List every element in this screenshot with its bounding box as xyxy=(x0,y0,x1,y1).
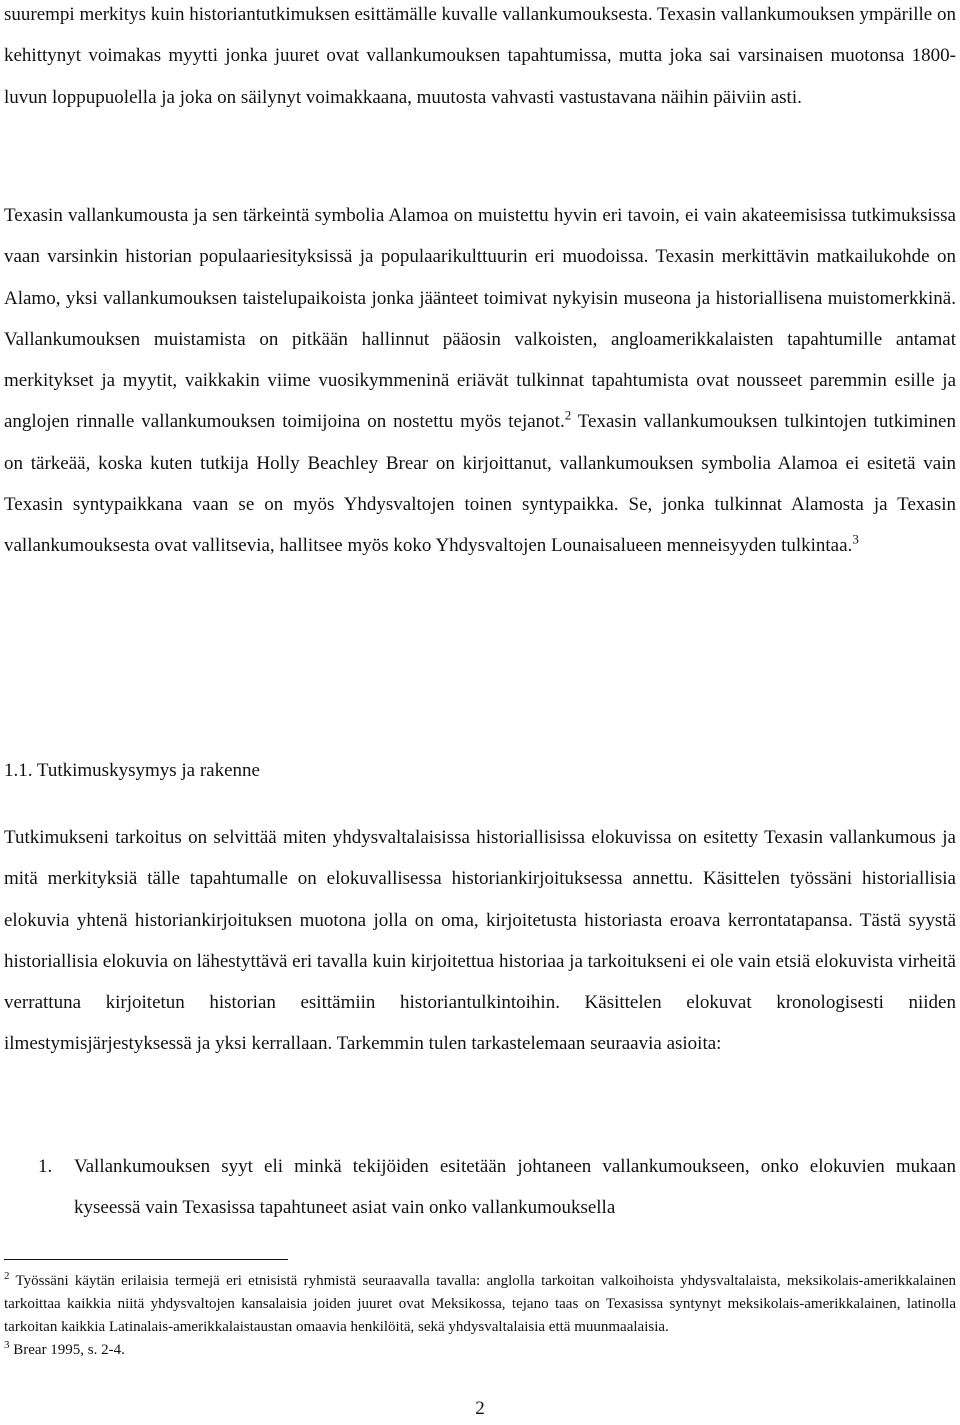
paragraph-alamo-memory-text-b: Texasin vallankumouksen tulkintojen tutkiminen on tärkeää, koska kuten tutkija Holly Beachley Brear on kirjoittanut, vallankumouksen symbolia Alamoa ei esitetä vain Texasin syntypaikkana vaan se on myös Yhdysvaltojen toinen syntypaikka. Se, jonka tulkinnat Alamosta ja Texasin vallankumouksesta ovat vallitsevia, hallitsee myös koko Yhdysvaltojen Lounaisalueen menneisyyden tulkintaa. xyxy=(4,411,956,557)
list-item xyxy=(4,1146,956,1229)
section-heading: 1.1. Tutkimuskysymys ja rakenne xyxy=(4,760,260,781)
footnotes xyxy=(4,1270,956,1362)
footnote-3 xyxy=(4,1339,956,1362)
research-questions-list xyxy=(4,1146,956,1229)
footnote-number: 3 xyxy=(4,1339,10,1351)
page-number: 2 xyxy=(475,1398,485,1419)
list-item-text: Vallankumouksen syyt eli minkä tekijöiden esitetään johtaneen vallankumoukseen, onko elokuvien mukaan kyseessä vain Texasissa tapahtuneet asiat vain onko vallankumouksella xyxy=(74,1156,956,1219)
footnote-reference-2[interactable]: 2 xyxy=(564,408,572,424)
paragraph-intro-continuation: suurempi merkitys kuin historiantutkimuksen esittämälle kuvalle vallankumouksesta. Texasin vallankumouksen ympärille on kehittynyt voimakas myytti jonka juuret ovat vallankumouksen tapahtumissa, mutta joka sai varsinaisen muotonsa 1800-luvun loppupuolella ja joka on säilynyt voimakkaana, muutosta vahvasti vastustavana näihin päiviin asti. xyxy=(4,4,956,108)
list-item-number: 1. xyxy=(38,1156,53,1177)
footnote-reference-3[interactable]: 3 xyxy=(852,532,859,548)
footnote-text: Työssäni käytän erilaisia termejä eri etnisistä ryhmistä seuraavalla tavalla: anglolla tarkoitan valkoihoista yhdysvaltalaista, meksikolais-amerikkalainen tarkoittaa kaikkia niitä yhdysvaltojen kansalaisia joiden juuret ovat Meksikossa, tejano taas on Texasissa syntynyt meksikolais-amerikkalainen, latinolla tarkoitan kaikkia Latinalais-amerikkalaistaustan omaavia henkilöitä, sekä yhdysvaltalaisia että muunmaalaisia. xyxy=(4,1273,956,1335)
footnote-text: Brear 1995, s. 2-4. xyxy=(13,1342,125,1358)
footnote-number: 2 xyxy=(4,1270,10,1282)
paragraph-alamo-memory-text-a: Texasin vallankumousta ja sen tärkeintä symbolia Alamoa on muistettu hyvin eri tavoin, ei vain akateemisissa tutkimuksissa vaan varsinkin historian populaariesityksissä ja populaarikulttuurin eri muodoissa. Texasin merkittävin matkailukohde on Alamo, yksi vallankumouksen taistelupaikoista jonka jäänteet toimivat nykyisin museona ja historiallisena muistomerkkinä. Vallankumouksen muistamista on pitkään hallinnut pääosin valkoisten, angloamerikkalaisten tapahtumille antamat merkitykset ja myytit, vaikkakin viime vuosikymmeninä eriävät tulkinnat tapahtumista ovat nousseet paremmin esille ja anglojen rinnalle vallankumouksen toimijoina on nostettu myös tejanot. xyxy=(4,205,956,433)
footnote-separator xyxy=(4,1259,288,1260)
paragraph-alamo-memory xyxy=(4,195,956,567)
paragraph-research-purpose: Tutkimukseni tarkoitus on selvittää miten yhdysvaltalaisissa historiallisissa elokuvissa on esitetty Texasin vallankumous ja mitä merkityksiä tälle tapahtumalle on elokuvallisessa historiankirjoituksessa annettu. Käsittelen työssäni historiallisia elokuvia yhtenä historiankirjoituksen muotona jolla on oma, kirjoitetusta historiasta eroava kerrontatapansa. Tästä syystä historiallisia elokuvia on lähestyttävä eri tavalla kuin kirjoitettua historiaa ja tarkoitukseni ei ole vain etsiä elokuvista virheitä verrattuna kirjoitetun historian esittämiin historiantulkintoihin. Käsittelen elokuvat kronologisesti niiden ilmestymisjärjestyksessä ja yksi kerrallaan. Tarkemmin tulen tarkastelemaan seuraavia asioita: xyxy=(4,827,956,1055)
footnote-2 xyxy=(4,1270,956,1339)
